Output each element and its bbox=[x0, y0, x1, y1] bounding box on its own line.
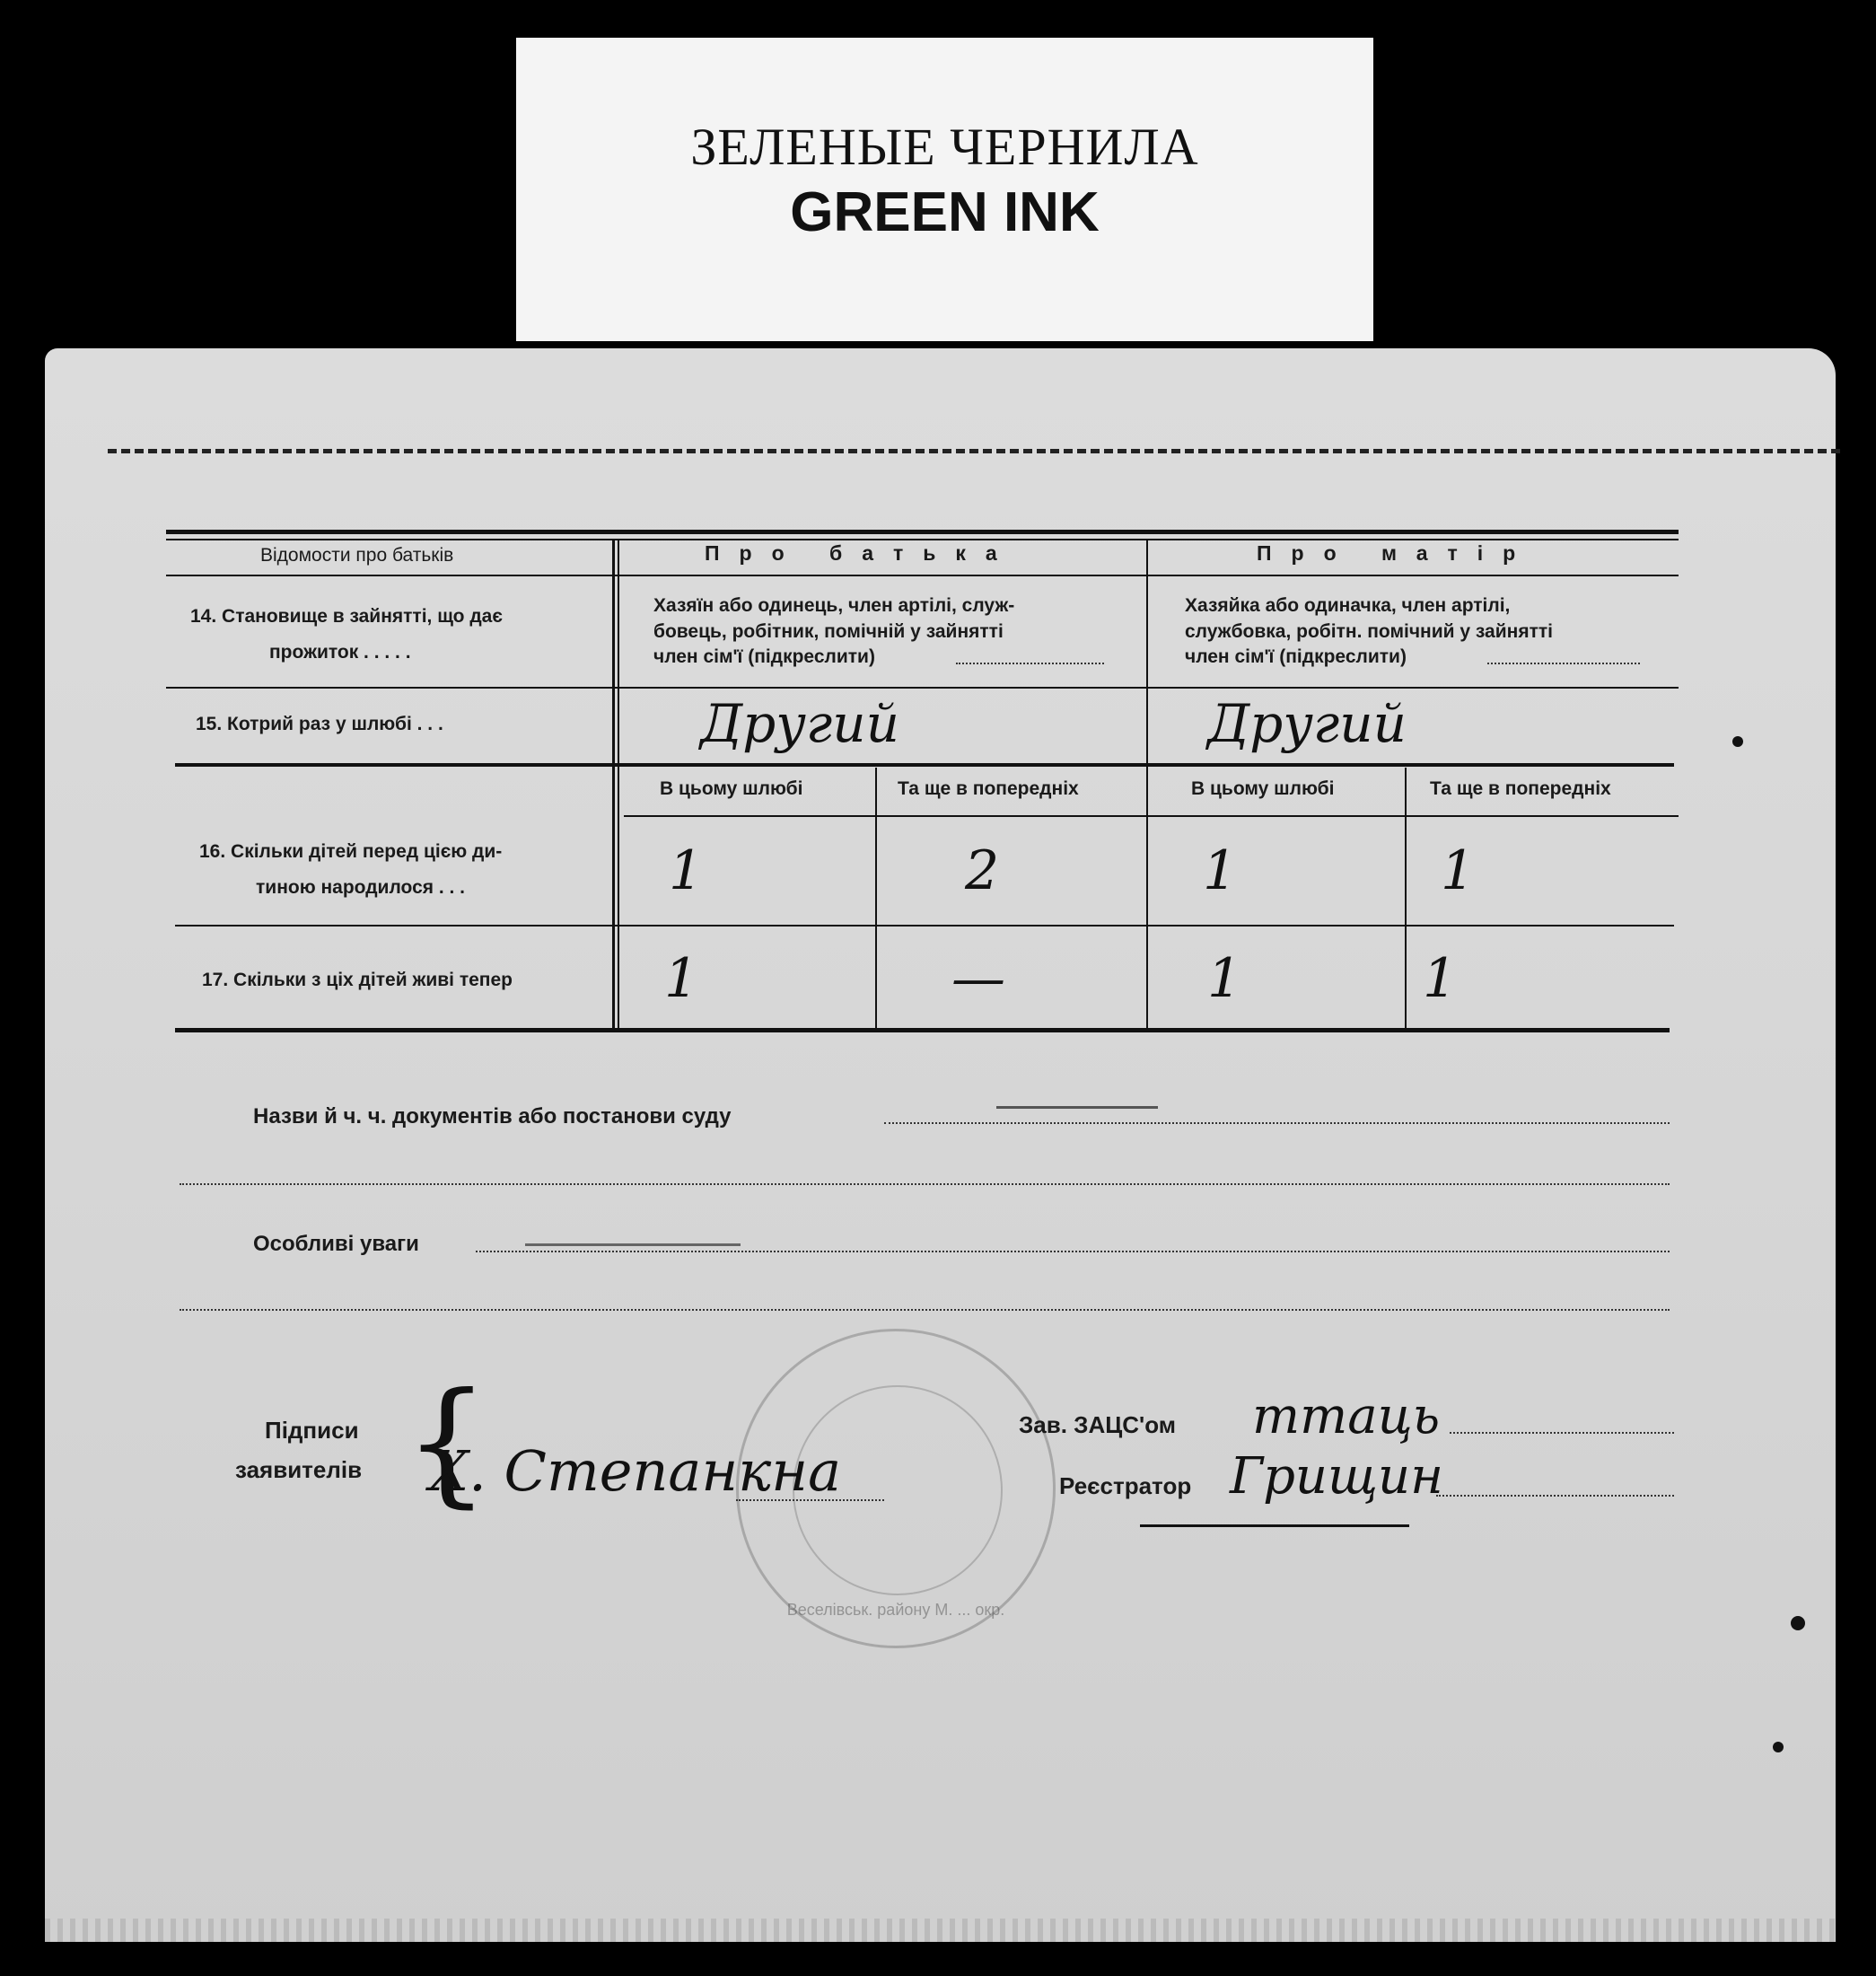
subheader-bottom-border bbox=[624, 815, 1679, 817]
remarks-handwritten-dash bbox=[525, 1243, 741, 1246]
row17-label: 17. Скільки з ціх дітей живі тепер bbox=[202, 970, 513, 990]
row15-label: 15. Котрий раз у шлюбі . . . bbox=[196, 714, 443, 734]
row16-mother-prev-value: 1 bbox=[1441, 839, 1476, 902]
applicants-brace: { bbox=[404, 1365, 490, 1521]
registrar-label: Реєстратор bbox=[1059, 1472, 1192, 1499]
subheader-father-previous: Та ще в попередніх bbox=[898, 778, 1079, 799]
row14-label-line2: прожиток . . . . . bbox=[269, 642, 411, 663]
registrar-flourish bbox=[1140, 1524, 1409, 1527]
col-divider-father-sub bbox=[875, 768, 877, 1031]
row16-label-line2: тиною народилося . . . bbox=[256, 877, 466, 898]
label-english: GREEN INK bbox=[790, 181, 1100, 243]
binding-hole bbox=[1732, 736, 1743, 747]
perforation-line bbox=[108, 449, 1840, 453]
documents-dotline-2 bbox=[180, 1183, 1670, 1185]
row17-mother-prev-value: 1 bbox=[1423, 947, 1458, 1010]
row16-label-line1: 16. Скільки дітей перед цією ди- bbox=[199, 841, 503, 862]
row14-father-line2: бовець, робітник, помічній у зайнятті bbox=[653, 621, 1004, 642]
row15-bottom-border bbox=[175, 763, 1674, 767]
subheader-mother-this-marriage: В цьому шлюбі bbox=[1191, 778, 1335, 799]
head-zags-label: Зав. ЗАЦС'ом bbox=[1019, 1411, 1176, 1438]
row14-mother-line3: член сім'ї (підкреслити) bbox=[1185, 646, 1407, 667]
row14-father-line1: Хазяїн або одинець, член артілі, служ- bbox=[653, 595, 1015, 616]
documents-handwritten-dash bbox=[996, 1106, 1158, 1109]
row14-label-line1: 14. Становище в зайнятті, що дає bbox=[190, 606, 503, 627]
row17-father-this-value: 1 bbox=[664, 947, 699, 1010]
registrar-signature: Грищин bbox=[1230, 1447, 1443, 1506]
applicants-label-line1: Підписи bbox=[265, 1417, 359, 1444]
stamp-text: Веселівськ. району М. ... окр. bbox=[786, 1601, 1005, 1619]
row14-bottom-border bbox=[166, 687, 1679, 689]
header-about-mother: Про матір bbox=[1257, 541, 1536, 565]
col-divider-1a bbox=[612, 539, 615, 1031]
row14-mother-dotline bbox=[1487, 663, 1640, 664]
applicant-signature: Х. Степанкна bbox=[429, 1438, 842, 1504]
label-russian: ЗЕЛЕНЫЕ ЧЕРНИЛА bbox=[690, 118, 1199, 176]
row14-father-line3: член сім'ї (підкреслити) bbox=[653, 646, 875, 667]
table-top-border bbox=[166, 530, 1679, 534]
row15-mother-value: Другий bbox=[1207, 693, 1407, 754]
remarks-dotline-2 bbox=[180, 1309, 1670, 1311]
col-divider-1b bbox=[618, 539, 619, 1031]
header-about-father: Про батька bbox=[705, 541, 1017, 565]
col-divider-2 bbox=[1146, 539, 1148, 1031]
documents-label: Назви й ч. ч. документів або постанови суду bbox=[253, 1104, 732, 1129]
head-zags-dotline bbox=[1450, 1432, 1674, 1434]
header-info-about-parents: Відомости про батьків bbox=[260, 545, 454, 566]
remarks-dotline-1 bbox=[476, 1251, 1670, 1252]
subheader-mother-previous: Та ще в попередніх bbox=[1430, 778, 1611, 799]
row14-mother-line2: службовка, робітн. помічний у зайнятті bbox=[1185, 621, 1553, 642]
row17-mother-this-value: 1 bbox=[1207, 947, 1242, 1010]
col-divider-mother-sub bbox=[1405, 768, 1407, 1031]
label-card bbox=[516, 38, 1373, 341]
registrar-dotline bbox=[1436, 1495, 1674, 1497]
subheader-father-this-marriage: В цьому шлюбі bbox=[660, 778, 803, 799]
head-zags-signature: ттаць bbox=[1252, 1387, 1441, 1445]
binding-hole bbox=[1773, 1742, 1784, 1752]
binding-hole bbox=[1791, 1616, 1805, 1630]
applicants-label-line2: заявителів bbox=[235, 1456, 363, 1483]
documents-dotline-1 bbox=[884, 1122, 1670, 1124]
row14-mother-line1: Хазяйка або одиначка, член артілі, bbox=[1185, 595, 1511, 616]
row16-mother-this-value: 1 bbox=[1203, 839, 1238, 902]
table-top-border-thin bbox=[166, 539, 1679, 540]
table-bottom-border bbox=[175, 1028, 1670, 1032]
row17-father-prev-value: — bbox=[951, 947, 1005, 1010]
applicant-signature-dotline bbox=[736, 1499, 884, 1501]
remarks-label: Особливі уваги bbox=[253, 1232, 419, 1256]
row16-father-this-value: 1 bbox=[669, 839, 704, 902]
row14-father-dotline bbox=[956, 663, 1104, 664]
row16-father-prev-value: 2 bbox=[965, 839, 1000, 902]
header-bottom-border bbox=[166, 575, 1679, 576]
row15-father-value: Другий bbox=[700, 693, 899, 754]
row16-bottom-border bbox=[175, 925, 1674, 927]
